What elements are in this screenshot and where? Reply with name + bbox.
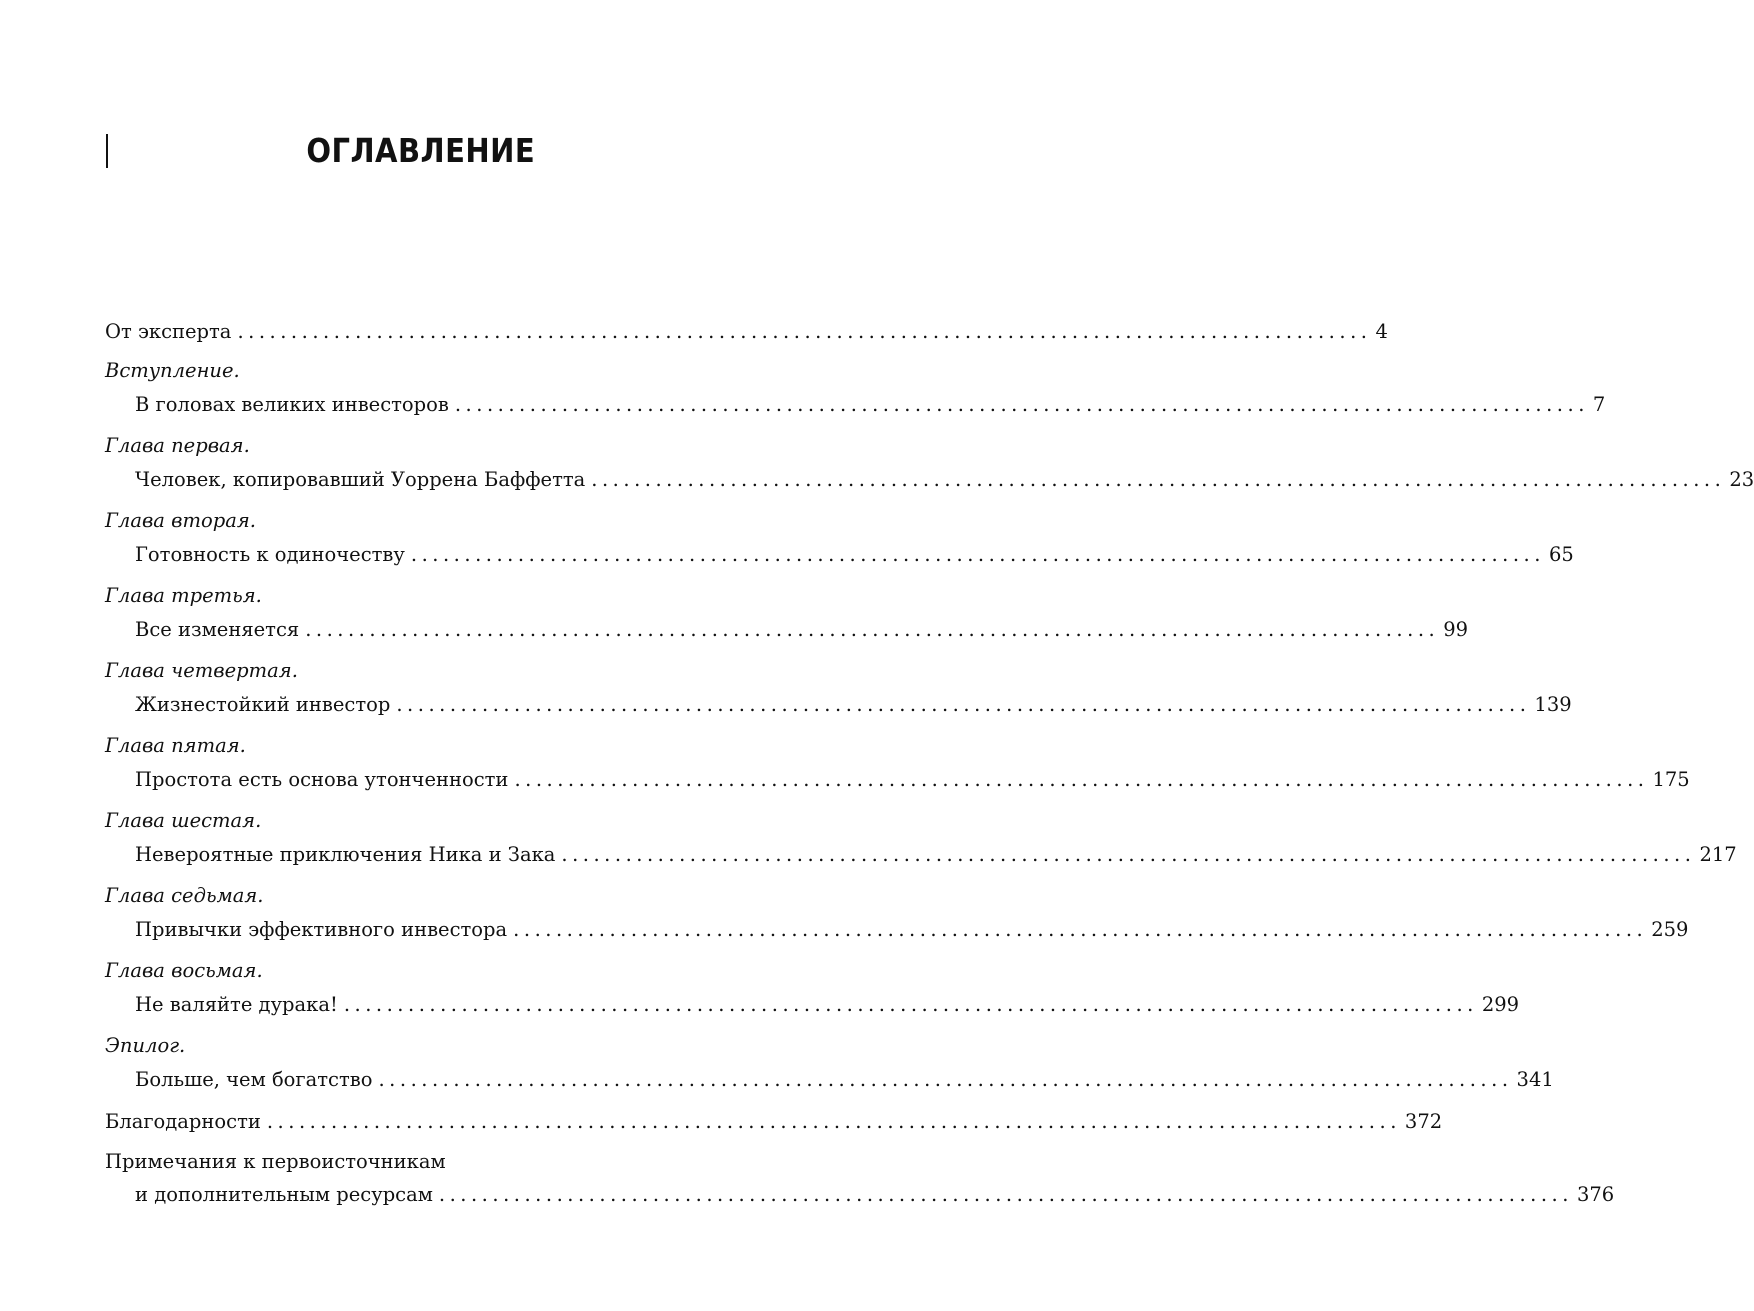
toc-entry-title: Жизнестойкий инвестор (135, 693, 391, 716)
dot-leader: .......................................................................................................... (237, 320, 1372, 343)
toc-entry-title-line1: Примечания к первоисточникам (105, 1150, 446, 1173)
toc-entry-chapter-1 (105, 431, 1754, 498)
toc-entry-title: Человек, копировавший Уоррена Баффетта (135, 468, 586, 491)
toc-page-number: 4 (1375, 320, 1388, 343)
toc-line[interactable] (105, 536, 1574, 573)
dot-leader: .......................................................................................................... (438, 1183, 1573, 1206)
toc-entry-epilogue (105, 1031, 1554, 1098)
toc-entry-title: В головах великих инвесторов (135, 393, 449, 416)
toc-page-number: 341 (1516, 1068, 1554, 1091)
dot-leader: .......................................................................................................... (266, 1110, 1401, 1133)
toc-entry-chapter-5 (105, 731, 1690, 798)
toc-entry-title: Привычки эффективного инвестора (135, 918, 508, 941)
dot-leader: .......................................................................................................... (396, 693, 1531, 716)
toc-page-number: 217 (1699, 843, 1737, 866)
toc-entry-title: Благодарности (105, 1110, 261, 1133)
toc-chapter-label: Глава третья. (105, 584, 262, 607)
toc-entry-title: Простота есть основа утонченности (135, 768, 509, 791)
toc-entry-intro (105, 356, 1606, 423)
toc-line[interactable] (105, 836, 1737, 873)
dot-leader: .......................................................................................................... (343, 993, 1478, 1016)
toc-entry-chapter-2 (105, 506, 1574, 573)
dot-leader: .......................................................................................................... (591, 468, 1726, 491)
toc-page-number: 139 (1534, 693, 1572, 716)
toc-page-number: 372 (1404, 1110, 1443, 1133)
toc-line[interactable] (105, 1061, 1554, 1098)
toc-line[interactable] (105, 986, 1520, 1023)
toc-entry-title: От эксперта (105, 320, 232, 343)
dot-leader: .......................................................................................................... (378, 1068, 1513, 1091)
toc-entry-title: Невероятные приключения Ника и Зака (135, 843, 556, 866)
toc-line[interactable] (105, 1106, 1443, 1138)
toc-entry-chapter-3 (105, 581, 1469, 648)
table-of-contents (105, 316, 1754, 1220)
toc-entry-notes (105, 1146, 1615, 1212)
toc-page-number: 99 (1443, 618, 1469, 641)
toc-entry-expert (105, 316, 1388, 348)
toc-line-first[interactable] (105, 1146, 710, 1178)
dot-leader: .......................................................................................................... (454, 393, 1589, 416)
toc-entry-title: Готовность к одиночеству (135, 543, 405, 566)
dot-leader: .......................................................................................................... (513, 918, 1648, 941)
toc-line[interactable] (105, 611, 1469, 648)
toc-entry-chapter-6 (105, 806, 1737, 873)
toc-entry-acknowledgements (105, 1106, 1443, 1138)
toc-chapter-label: Глава восьмая. (105, 959, 263, 982)
toc-line[interactable] (105, 761, 1690, 798)
page-title: ОГЛАВЛЕНИЕ (306, 131, 536, 170)
toc-page-number: 175 (1652, 768, 1690, 791)
toc-entry-title: и дополнительным ресурсам (135, 1183, 433, 1206)
dot-leader: .......................................................................................................... (561, 843, 1696, 866)
toc-page-number: 65 (1548, 543, 1574, 566)
dot-leader: .......................................................................................................... (305, 618, 1440, 641)
toc-chapter-label: Глава седьмая. (105, 884, 264, 907)
dot-leader: .......................................................................................................... (410, 543, 1545, 566)
toc-line[interactable] (105, 461, 1754, 498)
toc-entry-title: Не валяйте дурака! (135, 993, 338, 1016)
toc-page-number: 7 (1592, 393, 1606, 416)
toc-line[interactable] (105, 316, 1388, 348)
toc-page-number: 376 (1576, 1183, 1615, 1206)
toc-chapter-label: Глава вторая. (105, 509, 256, 532)
toc-line[interactable] (105, 386, 1606, 423)
toc-chapter-label: Вступление. (105, 359, 240, 382)
toc-line[interactable] (105, 1178, 1615, 1212)
toc-page-number: 23 (1729, 468, 1754, 491)
toc-entry-title: Больше, чем богатство (135, 1068, 373, 1091)
toc-entry-chapter-8 (105, 956, 1520, 1023)
toc-entry-title: Все изменяется (135, 618, 300, 641)
toc-chapter-label: Глава четвертая. (105, 659, 298, 682)
toc-page-number: 299 (1481, 993, 1520, 1016)
dot-leader: .......................................................................................................... (514, 768, 1649, 791)
toc-page-number: 259 (1651, 918, 1689, 941)
toc-chapter-label: Эпилог. (105, 1034, 186, 1057)
toc-line[interactable] (105, 686, 1572, 723)
toc-entry-chapter-7 (105, 881, 1689, 948)
toc-chapter-label: Глава шестая. (105, 809, 262, 832)
toc-line[interactable] (105, 911, 1689, 948)
toc-chapter-label: Глава пятая. (105, 734, 246, 757)
toc-chapter-label: Глава первая. (105, 434, 250, 457)
toc-entry-chapter-4 (105, 656, 1572, 723)
